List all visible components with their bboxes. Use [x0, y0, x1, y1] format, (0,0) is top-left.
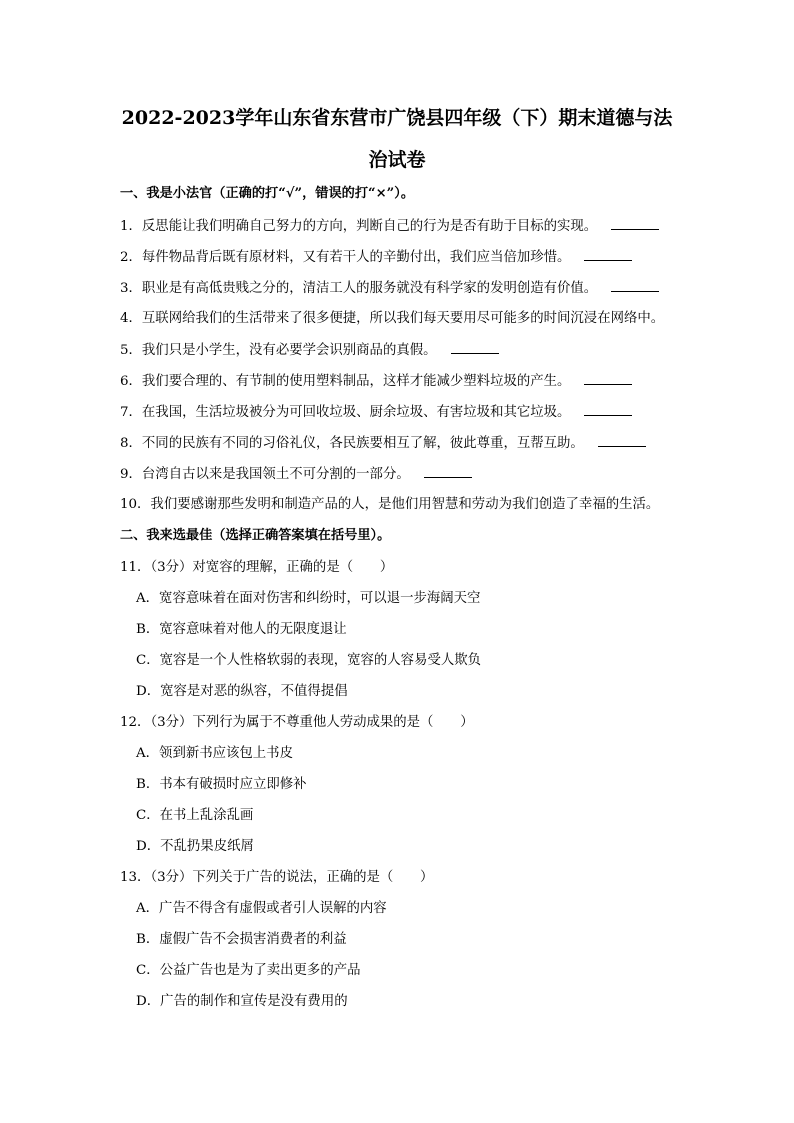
- answer-blank[interactable]: [611, 279, 659, 292]
- answer-blank[interactable]: [584, 403, 632, 416]
- answer-blank[interactable]: [424, 465, 472, 478]
- tf-item-text: 4．互联网给我们的生活带来了很多便捷，所以我们每天要用尽可能多的时间沉浸在网络中。: [120, 311, 665, 326]
- question-12-option-d: D．不乱扔果皮纸屑: [136, 839, 254, 854]
- tf-item-9: [120, 465, 740, 484]
- tf-item-text: 3．职业是有高低贵贱之分的，清洁工人的服务就没有科学家的发明创造有价值。: [120, 281, 598, 296]
- tf-item-4: [120, 310, 740, 328]
- tf-item-text: 9．台湾自古以来是我国领土不可分割的一部分。: [120, 467, 410, 482]
- question-12-option-a: A．领到新书应该包上书皮: [136, 746, 293, 761]
- tf-item-text: 6．我们要合理的、有节制的使用塑料制品，这样才能减少塑料垃圾的产生。: [120, 374, 571, 389]
- question-13-option-c: C．公益广告也是为了卖出更多的产品: [136, 963, 361, 978]
- tf-item-6: [120, 372, 740, 391]
- tf-item-text: 1．反思能让我们明确自己努力的方向，判断自己的行为是否有助于目标的实现。: [120, 219, 598, 234]
- question-12-option-b: B．书本有破损时应立即修补: [136, 777, 307, 792]
- tf-item-2: [120, 248, 740, 267]
- tf-item-text: 8．不同的民族有不同的习俗礼仪，各民族要相互了解，彼此尊重，互帮互助。: [120, 436, 584, 451]
- tf-item-text: 10．我们要感谢那些发明和制造产品的人，是他们用智慧和劳动为我们创造了幸福的生活。: [120, 497, 660, 512]
- question-11-option-d: D．宽容是对恶的纵容，不值得提倡: [136, 684, 348, 699]
- question-13-option-a: A．广告不得含有虚假或者引人误解的内容: [136, 901, 387, 916]
- question-11-option-a: A．宽容意味着在面对伤害和纠纷时，可以退一步海阔天空: [136, 591, 481, 606]
- tf-item-10: [120, 496, 740, 514]
- question-13-option-b: B．虚假广告不会损害消费者的利益: [136, 932, 347, 947]
- tf-item-3: [120, 279, 740, 298]
- question-12-option-c: C．在书上乱涂乱画: [136, 808, 254, 823]
- tf-item-1: [120, 217, 740, 236]
- tf-item-7: [120, 403, 740, 422]
- section2-heading: 二、我来选最佳（选择正确答案填在括号里）。: [120, 528, 391, 543]
- exam-title-line2: 治试卷: [368, 149, 426, 171]
- answer-blank[interactable]: [611, 217, 659, 230]
- answer-blank[interactable]: [451, 341, 499, 354]
- tf-item-text: 5．我们只是小学生，没有必要学会识别商品的真假。: [120, 343, 437, 358]
- section1-heading: 一、我是小法官（正确的打“√”，错误的打“×”）。: [120, 186, 415, 201]
- answer-blank[interactable]: [584, 372, 632, 385]
- answer-blank[interactable]: [584, 248, 632, 261]
- question-11-stem: 11．（3分）对宽容的理解，正确的是（ ）: [120, 560, 394, 575]
- exam-title-line1: 2022-2023学年山东省东营市广饶县四年级（下）期末道德与法: [121, 107, 673, 129]
- question-11-option-b: B．宽容意味着对他人的无限度退让: [136, 622, 347, 637]
- question-13-option-d: D．广告的制作和宣传是没有费用的: [136, 994, 348, 1009]
- answer-blank[interactable]: [598, 434, 646, 447]
- question-13-stem: 13．（3分）下列关于广告的说法，正确的是（ ）: [120, 870, 434, 885]
- tf-item-5: [120, 341, 740, 360]
- tf-item-text: 2．每件物品背后既有原材料，又有若干人的辛勤付出，我们应当倍加珍惜。: [120, 250, 571, 265]
- tf-item-8: [120, 434, 740, 453]
- tf-item-text: 7．在我国，生活垃圾被分为可回收垃圾、厨余垃圾、有害垃圾和其它垃圾。: [120, 405, 571, 420]
- question-12-stem: 12．（3分）下列行为属于不尊重他人劳动成果的是（ ）: [120, 715, 474, 730]
- question-11-option-c: C．宽容是一个人性格软弱的表现，宽容的人容易受人欺负: [136, 653, 482, 668]
